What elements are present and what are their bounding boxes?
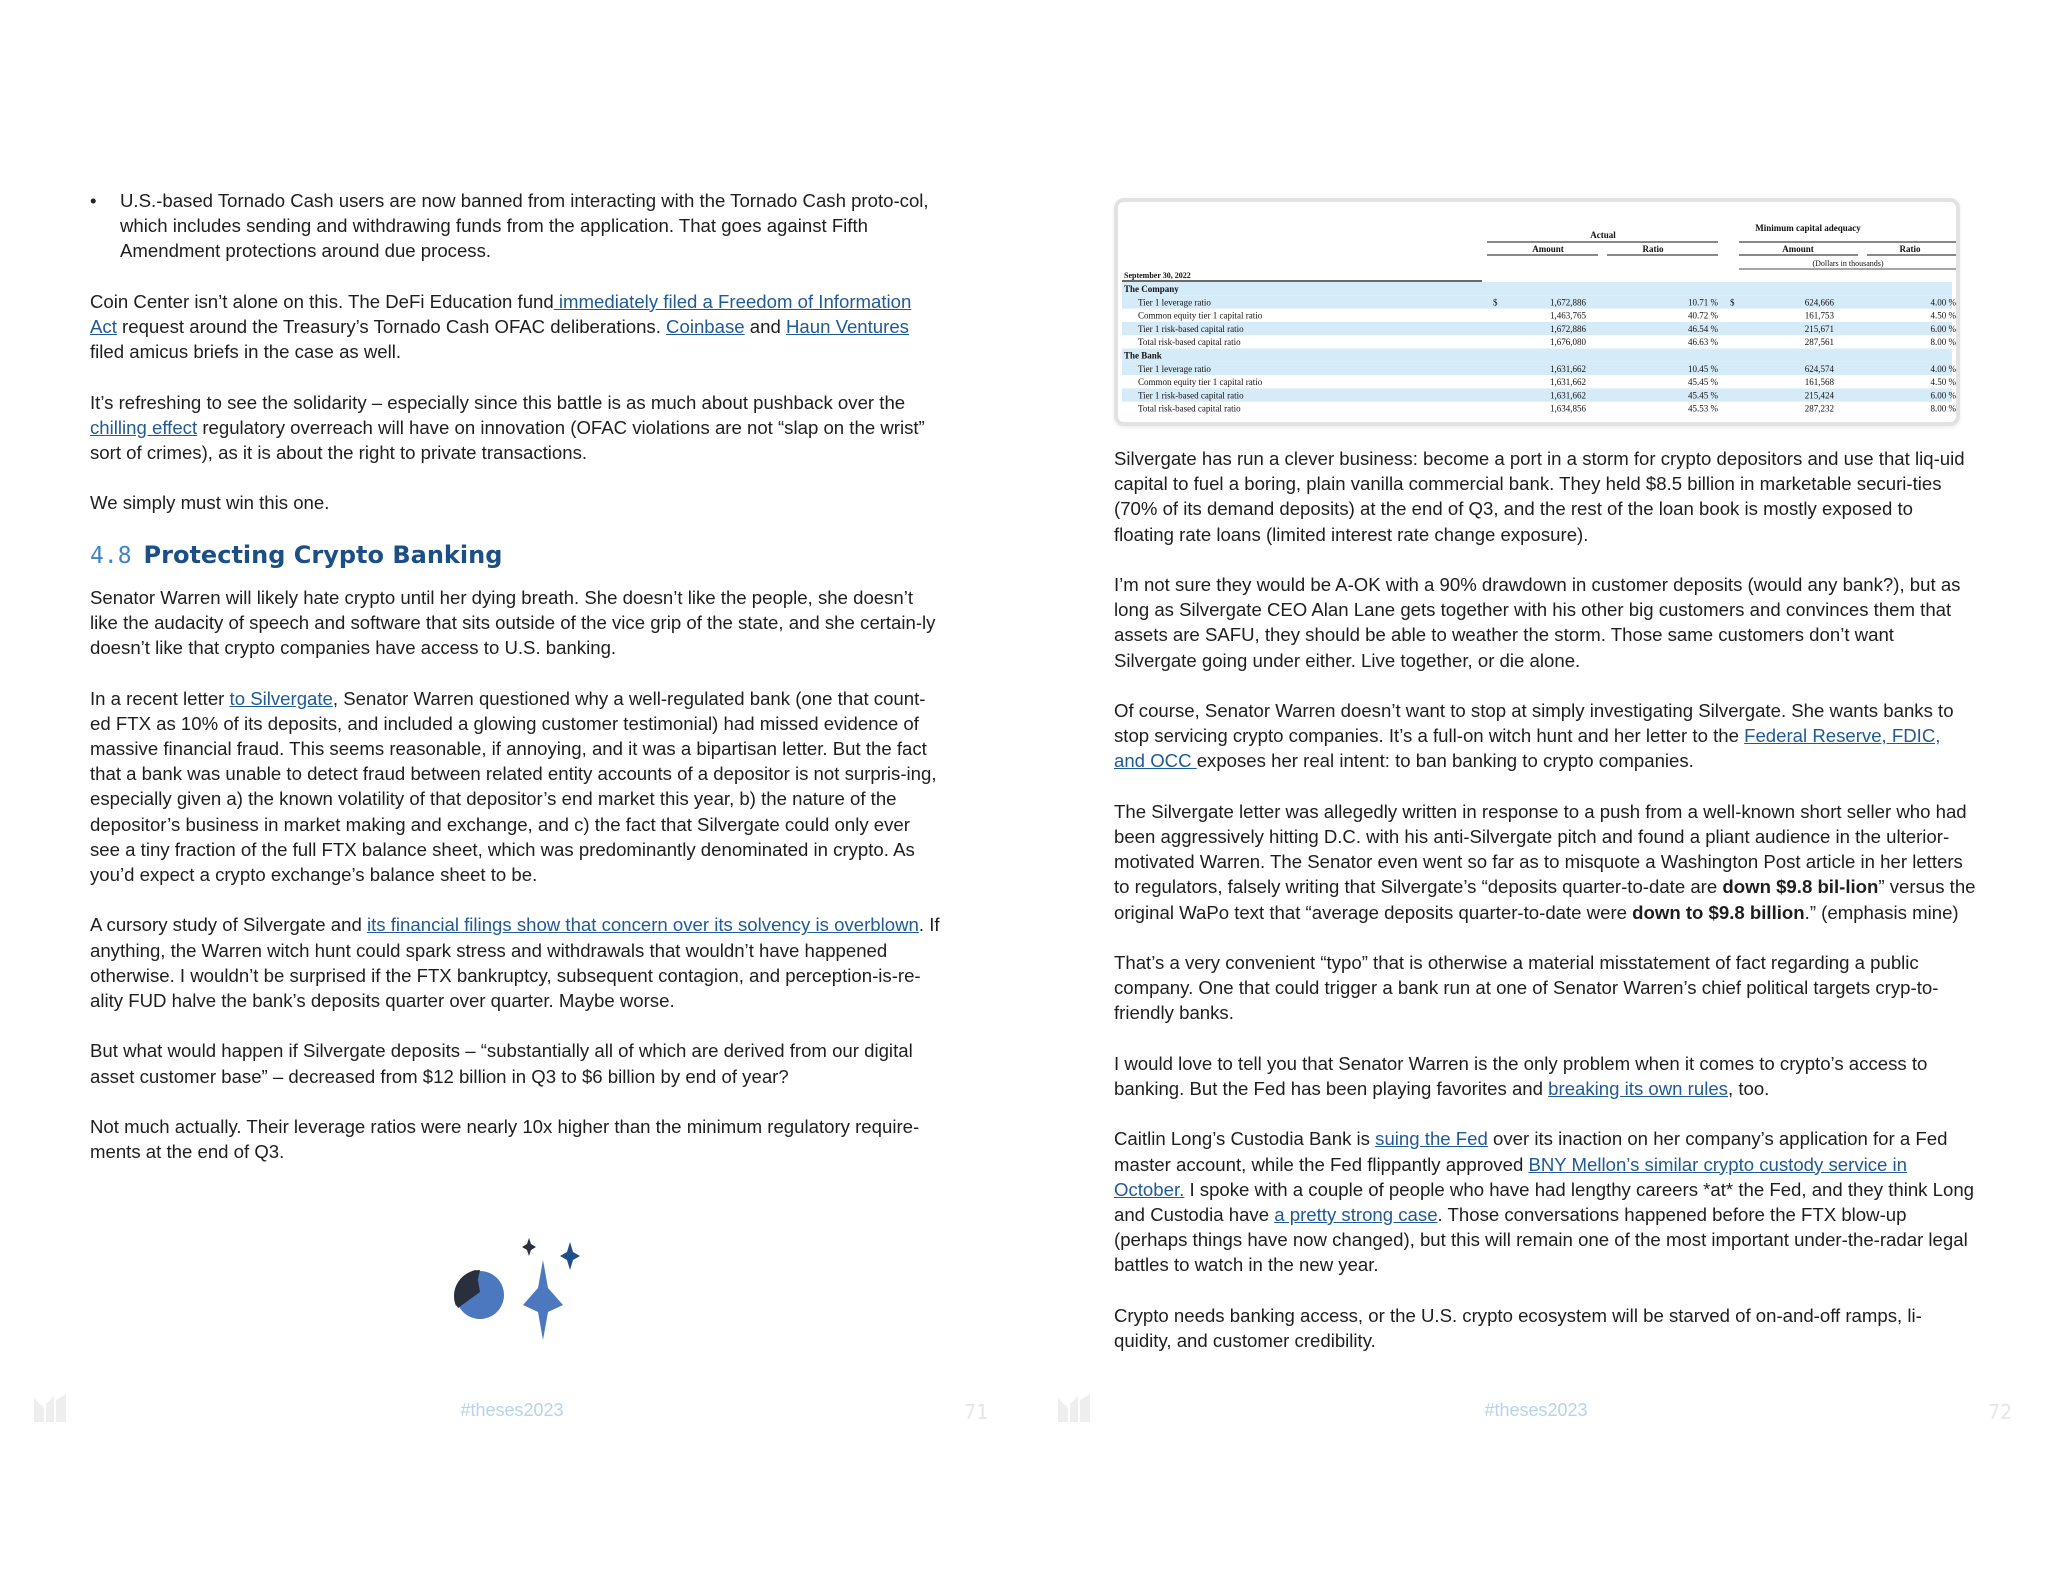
paragraph [90,390,942,466]
section-title: Protecting Crypto Banking [143,540,503,569]
text-run: . If anything, the Warren witch hunt could spark stress and withdrawals that wouldn’t have happened otherwise. I wouldn’t be surprised if the FTX bankruptcy, subsequent contagion, and perception-is-re-ality FUD halve the bank’s deposits quarter over quarter. Maybe worse. [90,914,940,1011]
bold-text: down to $9.8 billion [1632,901,1805,923]
min-amount-cell: 624,666 [1804,297,1834,308]
text-run: exposes her real intent: to ban banking to crypto companies. [1196,750,1694,772]
amount-cell: 1,672,886 [1550,323,1586,334]
currency-symbol: $ [1493,297,1498,308]
section-heading [90,541,942,569]
messari-logo-icon [32,1392,68,1424]
section-name: The Company [1124,284,1179,294]
min-ratio-cell: 6.00 % [1930,323,1956,334]
text-run: .” (emphasis mine) [1804,901,1959,923]
capital-ratio-table-figure [1114,198,1960,426]
min-ratio-cell: 8.00 % [1930,337,1956,348]
link-pretty-strong-case[interactable]: a pretty strong case [1274,1204,1438,1225]
paragraph [1114,1051,1976,1101]
ratio-cell: 10.71 % [1688,297,1718,308]
paragraph [90,289,942,365]
right-column [1114,446,1976,1378]
date-label: September 30, 2022 [1124,271,1191,280]
paragraph [1114,799,1976,925]
amount-cell: 1,631,662 [1550,377,1586,388]
text-run: regulatory overreach will have on innovation (OFAC violations are not “slap on the wrist” sort of crimes), as it is about the right to private transactions. [90,416,925,463]
header-actual: Actual [1590,230,1616,240]
min-amount-cell: 624,574 [1804,363,1834,374]
link-to-silvergate[interactable]: to Silvergate [229,687,333,709]
row-label: Total risk-based capital ratio [1138,403,1241,414]
text-run: It’s refreshing to see the solidarity – especially since this battle is as much about pushback over the [90,391,906,413]
section-row-bg [1122,349,1952,362]
min-amount-cell: 161,568 [1804,377,1834,388]
link-chilling-effect[interactable]: chilling effect [90,416,198,438]
amount-cell: 1,631,662 [1550,390,1586,401]
min-ratio-cell: 4.00 % [1930,363,1956,374]
ratio-cell: 46.63 % [1688,337,1718,348]
ratio-cell: 40.72 % [1688,310,1718,321]
ratio-cell: 10.45 % [1688,363,1718,374]
text-run: Of course, Senator Warren doesn’t want to stop at simply investigating Silvergate. She wants banks to stop servicing crypto companies. It’s a full-on witch hunt and her letter to the [1114,700,1954,747]
link-breaking-own-rules[interactable]: breaking its own rules [1548,1078,1728,1099]
text-run: In a recent letter [90,687,230,709]
header-amount: Amount [1532,244,1564,254]
amount-cell: 1,631,662 [1550,363,1586,374]
bullet-icon: • [90,190,97,211]
text-run: A cursory study of Silvergate and [90,914,367,936]
min-amount-cell: 287,232 [1804,403,1834,414]
messari-logo-icon [1056,1392,1092,1424]
paragraph [1114,698,1976,774]
ratio-cell: 45.45 % [1688,377,1718,388]
text-run: request around the Treasury’s Tornado Cash OFAC deliberations. [116,316,667,337]
paragraph: Crypto needs banking access, or the U.S. crypto ecosystem will be starved of on-and-off ramps, li-quidity, and customer credibility. [1114,1304,1922,1351]
sparkle-medium-icon [560,1242,580,1270]
amount-cell: 1,676,080 [1550,337,1586,348]
paragraph: But what would happen if Silvergate deposits – “substantially all of which are derived from our digital asset customer base” – decreased from $12 billion in Q3 to $6 billion by end of year? [90,1040,913,1087]
page-number: 71 [964,1400,989,1424]
text-run: Coin Center isn’t alone on this. The DeFi Education fund [90,290,554,312]
row-label: Tier 1 risk-based capital ratio [1138,390,1244,401]
sparkle-small-icon [522,1238,536,1256]
row-label: Tier 1 risk-based capital ratio [1138,323,1244,334]
section-row-bg [1122,282,1952,295]
row-label: Tier 1 leverage ratio [1138,363,1211,374]
paragraph [1114,1126,1976,1277]
row-label: Common equity tier 1 capital ratio [1138,377,1263,388]
amount-cell: 1,672,886 [1550,297,1586,308]
capital-ratio-table [1118,202,1956,422]
pie-sparkle-decoration [440,1230,590,1340]
min-ratio-cell: 4.50 % [1930,377,1956,388]
text-run: , Senator Warren questioned why a well-regulated bank (one that count-ed FTX as 10% of its deposits, and included a glowing customer testimonial) had missed evidence of massive financial fraud. This seems reasonable, if annoying, and it was a bipartisan letter. But the fact that a bank was unable to detect fraud between related entity accounts of a depositor is not surpris-ing, especially given a) the known volatility of that depositor’s end market this year, b) the nature of the depositor’s business in market making and exchange, and c) the fact that Silvergate could only ever see a tiny fraction of the full FTX balance sheet, which was predominantly denominated in crypto. As you’d expect a crypto exchange’s balance sheet to be. [90,687,937,885]
bullet-text: U.S.-based Tornado Cash users are now banned from interacting with the Tornado Cash proto-col, which includes sending and withdrawing funds from the application. That goes against Fifth Amendment protections around due process. [120,190,929,262]
ratio-cell: 46.54 % [1688,323,1718,334]
link-coinbase[interactable]: Coinbase [666,316,745,337]
paragraph: That’s a very convenient “typo” that is otherwise a material misstatement of fact regarding a public company. One that could trigger a bank run at one of Senator Warren’s chief political targets cryp-to-friendly banks. [1114,952,1939,1024]
text-run: I spoke with a couple of people who have had lengthy careers *at* the Fed, and they think Long and Custodia have [1114,1178,1975,1225]
section-name: The Bank [1124,350,1162,361]
link-foia-request[interactable]: immediately filed a Freedom of Information Act [90,290,912,337]
min-amount-cell: 215,671 [1804,323,1834,334]
header-ratio: Ratio [1642,244,1664,254]
text-run: over its inaction on her company’s application for a Fed master account, while the Fed flippantly approved [1114,1128,1948,1175]
amount-cell: 1,463,765 [1550,310,1586,321]
currency-symbol: $ [1730,297,1735,308]
link-bny-mellon-custody[interactable]: BNY Mellon’s similar crypto custody service in October. [1114,1153,1908,1200]
header-minimum: Minimum capital adequacy [1755,223,1861,233]
text-run: The Silvergate letter was allegedly written in response to a push from a well-known short seller who had been aggressively hitting D.C. with his anti-Silvergate pitch and found a pliant audience in the ulterior-motivated Warren. The Senator even went so far as to misquote a Washington Post article in her letters to regulators, falsely writing that Silvergate’s “deposits quarter-to-date are [1114,800,1967,898]
header-amount: Amount [1782,244,1814,254]
text-run: filed amicus briefs in the case as well. [90,341,402,363]
row-label: Common equity tier 1 capital ratio [1138,310,1263,321]
paragraph: We simply must win this one. [90,492,330,514]
ratio-cell: 45.45 % [1688,390,1718,401]
list-item [90,188,942,264]
paragraph [90,912,942,1013]
min-ratio-cell: 4.00 % [1930,297,1956,308]
amount-cell: 1,634,856 [1550,403,1586,414]
ratio-cell: 45.53 % [1688,403,1718,414]
units-note: (Dollars in thousands) [1812,259,1884,268]
min-ratio-cell: 6.00 % [1930,390,1956,401]
row-label: Total risk-based capital ratio [1138,337,1241,348]
min-amount-cell: 287,561 [1804,337,1834,348]
min-amount-cell: 161,753 [1804,310,1834,321]
page-right [1024,0,2048,1582]
text-run: , too. [1727,1078,1770,1099]
footer-hashtag: #theses2023 [460,1400,564,1420]
paragraph: Senator Warren will likely hate crypto until her dying breath. She doesn’t like the people, she doesn’t like the audacity of speech and software that sits outside of the vice grip of the state, and she certain-ly doesn’t like that crypto companies have access to U.S. banking. [90,586,936,659]
section-number: 4.8 [90,542,132,569]
text-run: ” versus the original WaPo text that “average deposits quarter-to-date were [1114,876,1976,923]
min-ratio-cell: 8.00 % [1930,403,1956,414]
row-label: Tier 1 leverage ratio [1138,297,1211,308]
link-haun-ventures[interactable]: Haun Ventures [785,316,909,337]
sparkle-large-icon [523,1260,563,1340]
paragraph [90,686,942,888]
paragraph: Silvergate has run a clever business: become a port in a storm for crypto depositors and use that liq-uid capital to fuel a boring, plain vanilla commercial bank. They held $8.5 billion in marketable securi-ties (70% of its demand deposits) at the end of Q3, and the rest of the loan book is mostly exposed to floating rate loans (limited interest rate change exposure). [1114,448,1965,545]
page-number: 72 [1988,1400,2013,1424]
min-amount-cell: 215,424 [1804,390,1834,401]
header-ratio: Ratio [1899,244,1921,254]
footer-hashtag: #theses2023 [1484,1400,1588,1420]
text-run: Caitlin Long’s Custodia Bank is [1114,1128,1376,1150]
link-financial-filings[interactable]: its financial filings show that concern over its solvency is overblown [366,914,919,936]
link-suing-the-fed[interactable]: suing the Fed [1375,1128,1488,1150]
bold-text: down $9.8 bil-lion [1722,876,1879,898]
paragraph: I’m not sure they would be A-OK with a 90% drawdown in customer deposits (would any bank?), but as long as Silvergate CEO Alan Lane gets together with his other big customers and convinces them that assets are SAFU, they should be able to weather the storm. Those same customers don’t want Silvergate going under either. Live together, or die alone. [1114,574,1961,671]
paragraph: Not much actually. Their leverage ratios were nearly 10x higher than the minimum regulatory require-ments at the end of Q3. [90,1115,920,1163]
min-ratio-cell: 4.50 % [1930,310,1956,321]
text-run: . Those conversations happened before the FTX blow-up (perhaps things have now changed), but this will remain one of the most important under-the-radar legal battles to watch in the new year. [1114,1204,1968,1276]
left-column [90,188,942,1190]
text-run: I would love to tell you that Senator Warren is the only problem when it comes to crypto’s access to banking. But the Fed has been playing favorites and [1114,1052,1928,1099]
link-federal-reserve-fdic-occ[interactable]: Federal Reserve, FDIC, and OCC [1114,725,1941,772]
text-run: and [744,316,786,337]
